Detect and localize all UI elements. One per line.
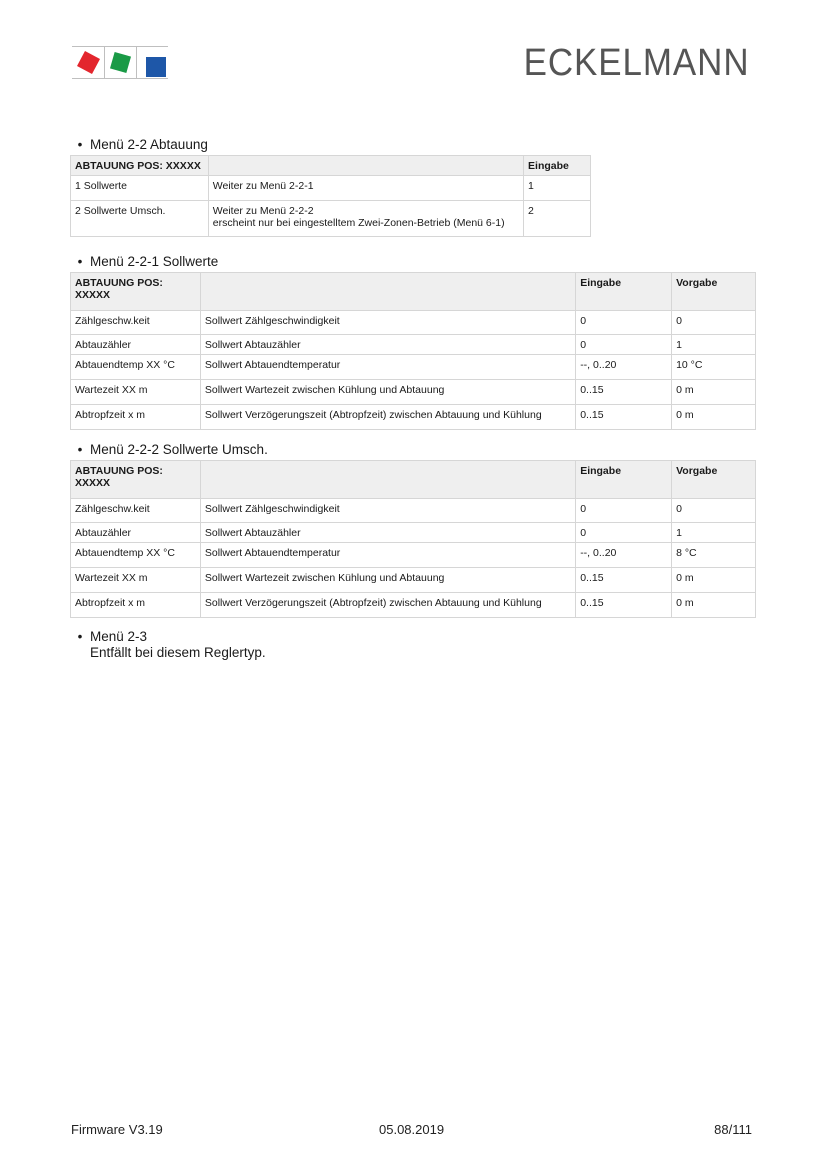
header-cell (200, 273, 575, 311)
bullet-dot: • (77, 629, 83, 644)
table-row (71, 380, 756, 405)
menu-table (70, 460, 756, 618)
logo-green-square (110, 52, 131, 73)
table-row (71, 176, 591, 201)
table-cell: 0 (576, 311, 672, 335)
header-cell: Eingabe (576, 461, 672, 499)
table-row (71, 355, 756, 380)
table-cell: 0 m (672, 405, 756, 430)
header-cell: Vorgabe (672, 273, 756, 311)
section-bullet (70, 254, 756, 270)
table-cell: Sollwert Abtauendtemperatur (200, 355, 575, 380)
header-cell: Vorgabe (672, 461, 756, 499)
table-row (71, 311, 756, 335)
section-title: Menü 2-2 Abtauung (90, 137, 208, 152)
note-block (90, 629, 266, 661)
table-cell: Zählgeschw.keit (71, 311, 201, 335)
table-cell (208, 201, 523, 237)
header-cell: ABTAUUNG POS: XXXXX (71, 461, 201, 499)
table-cell: Abtauendtemp XX °C (71, 355, 201, 380)
table-cell: Abtauzähler (71, 335, 201, 355)
table-cell: 0 m (672, 593, 756, 618)
table-cell: 0 m (672, 380, 756, 405)
table-cell: 0..15 (576, 593, 672, 618)
header-cell (208, 156, 523, 176)
note-text: Entfällt bei diesem Reglertyp. (90, 645, 266, 660)
table-row (71, 499, 756, 523)
bullet-dot: • (77, 442, 83, 457)
footer-date: 05.08.2019 (379, 1122, 445, 1137)
table-cell: Sollwert Abtauzähler (200, 335, 575, 355)
table-cell: Zählgeschw.keit (71, 499, 201, 523)
header-cell: ABTAUUNG POS: XXXXX (71, 156, 209, 176)
table-cell: --, 0..20 (576, 543, 672, 568)
table-cell: 0..15 (576, 568, 672, 593)
footer-firmware: Firmware V3.19 (71, 1122, 163, 1137)
table-row (71, 523, 756, 543)
section-bullet (70, 137, 591, 153)
table-cell: Abtropfzeit x m (71, 593, 201, 618)
table-cell: 2 Sollwerte Umsch. (71, 201, 209, 237)
logo-red-square (77, 51, 100, 74)
header-cell: Eingabe (576, 273, 672, 311)
table-cell: 1 (672, 523, 756, 543)
section-bullet (70, 629, 266, 661)
header-cell (200, 461, 575, 499)
table-header-row (71, 273, 756, 311)
table-cell: 0 (576, 499, 672, 523)
section-menu-2-2-1 (70, 254, 756, 430)
table-cell: Sollwert Zählgeschwindigkeit (200, 311, 575, 335)
table-cell: Sollwert Abtauzähler (200, 523, 575, 543)
table-cell: Wartezeit XX m (71, 380, 201, 405)
table-cell: 1 (672, 335, 756, 355)
table-cell: --, 0..20 (576, 355, 672, 380)
table-row (71, 201, 591, 237)
section-bullet (70, 442, 756, 458)
table-header-row (71, 156, 591, 176)
table-cell: 0 (576, 523, 672, 543)
bullet-dot: • (77, 254, 83, 269)
section-title: Menü 2-2-2 Sollwerte Umsch. (90, 442, 268, 457)
table-cell: 0..15 (576, 380, 672, 405)
table-cell: 0 m (672, 568, 756, 593)
cell-line: Weiter zu Menü 2-2-2 (212, 205, 314, 217)
section-menu-2-2-2 (70, 442, 756, 618)
table-cell: 2 (524, 201, 591, 237)
brand-wordmark: ECKELMANN (523, 42, 749, 84)
table-cell: 0..15 (576, 405, 672, 430)
table-cell: 0 (672, 499, 756, 523)
table-cell: Sollwert Verzögerungszeit (Abtropfzeit) zwischen Abtauung und Kühlung (200, 593, 575, 618)
logo-blue-square (146, 57, 166, 77)
table-cell: Sollwert Verzögerungszeit (Abtropfzeit) zwischen Abtauung und Kühlung (200, 405, 575, 430)
table-cell: 10 °C (672, 355, 756, 380)
table-cell: Sollwert Abtauendtemperatur (200, 543, 575, 568)
bullet-dot: • (77, 137, 83, 152)
table-cell: 8 °C (672, 543, 756, 568)
table-cell: 0 (576, 335, 672, 355)
table-row (71, 405, 756, 430)
section-menu-2-3 (70, 629, 266, 661)
footer-page-number: 88/111 (714, 1122, 752, 1137)
table-cell: 1 Sollwerte (71, 176, 209, 201)
section-title: Menü 2-3 (90, 629, 148, 644)
section-title: Menü 2-2-1 Sollwerte (90, 254, 219, 269)
table-cell: Sollwert Wartezeit zwischen Kühlung und Abtauung (200, 568, 575, 593)
cell-line-note: erscheint nur bei eingestelltem Zwei-Zonen-Betrieb (Menü 6-1) (212, 217, 505, 229)
table-header-row (71, 461, 756, 499)
table-cell: Sollwert Wartezeit zwischen Kühlung und Abtauung (200, 380, 575, 405)
table-cell: Abtropfzeit x m (71, 405, 201, 430)
table-cell: Wartezeit XX m (71, 568, 201, 593)
header-cell: ABTAUUNG POS: XXXXX (71, 273, 201, 311)
table-cell: Abtauendtemp XX °C (71, 543, 201, 568)
menu-table (70, 272, 756, 430)
section-menu-2-2 (70, 137, 591, 237)
table-cell: Abtauzähler (71, 523, 201, 543)
table-row (71, 543, 756, 568)
menu-table (70, 155, 591, 237)
table-cell: 0 (672, 311, 756, 335)
table-row (71, 593, 756, 618)
table-cell: Sollwert Zählgeschwindigkeit (200, 499, 575, 523)
table-row (71, 335, 756, 355)
table-row (71, 568, 756, 593)
table-cell: 1 (524, 176, 591, 201)
table-cell: Weiter zu Menü 2-2-1 (208, 176, 523, 201)
header-cell: Eingabe (524, 156, 591, 176)
eckelmann-logo (72, 46, 168, 79)
